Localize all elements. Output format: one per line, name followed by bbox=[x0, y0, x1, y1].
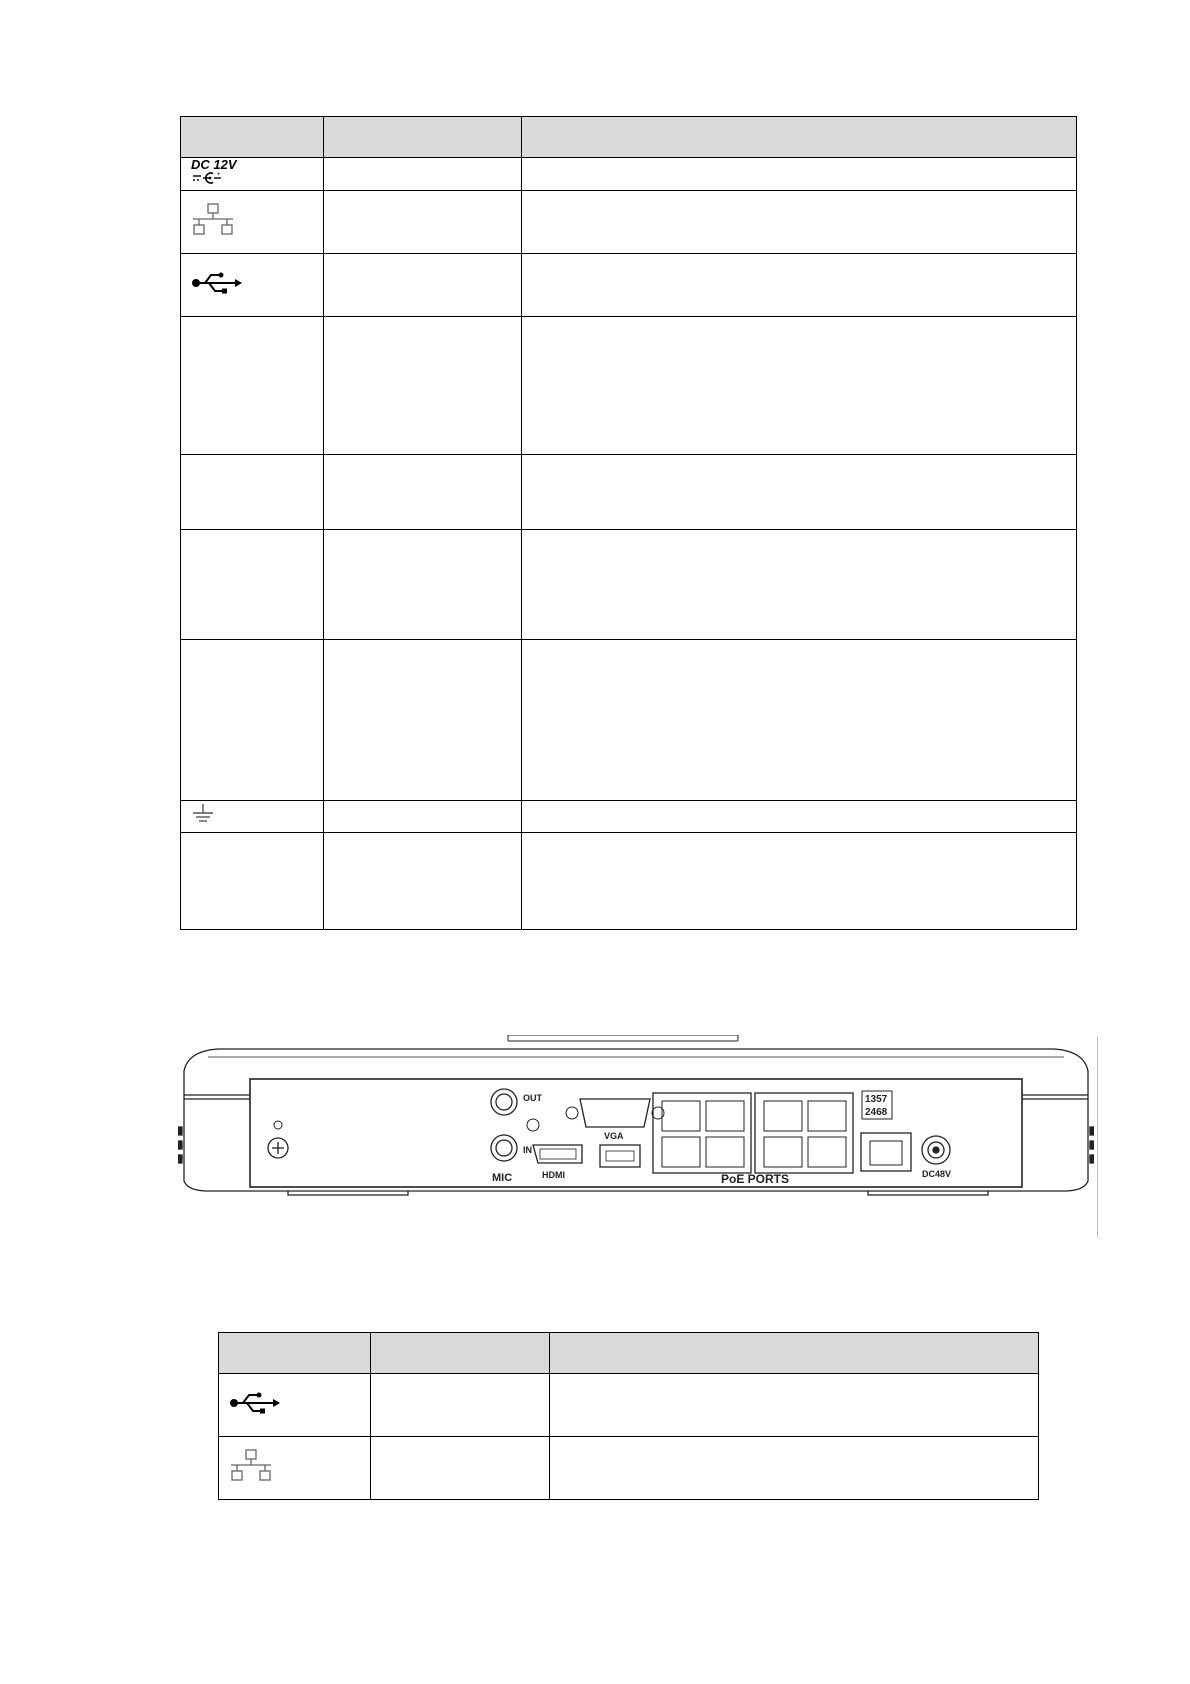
vga-label: VGA bbox=[604, 1131, 624, 1141]
port-name-cell bbox=[324, 530, 522, 640]
function-cell bbox=[522, 254, 1077, 317]
function-cell bbox=[522, 317, 1077, 455]
table-header-row bbox=[219, 1333, 1039, 1374]
icon-cell bbox=[219, 1374, 371, 1437]
icon-cell bbox=[181, 254, 324, 317]
mic-label: MIC bbox=[492, 1172, 513, 1184]
poe-ports-label: PoE PORTS bbox=[721, 1172, 790, 1186]
table-row bbox=[219, 1437, 1039, 1500]
port-name-cell bbox=[324, 158, 522, 191]
port-name-cell bbox=[324, 191, 522, 254]
function-cell bbox=[550, 1437, 1039, 1500]
function-cell bbox=[522, 455, 1077, 530]
table-header-row bbox=[181, 117, 1077, 158]
table-row bbox=[181, 158, 1077, 191]
icon-cell bbox=[219, 1437, 371, 1500]
header-icon bbox=[219, 1333, 371, 1374]
margin-line bbox=[1097, 1037, 1098, 1237]
icon-cell bbox=[181, 317, 324, 455]
icon-cell bbox=[181, 833, 324, 930]
port-name-cell bbox=[324, 317, 522, 455]
table-row bbox=[181, 833, 1077, 930]
icon-cell bbox=[181, 640, 324, 801]
icon-cell bbox=[181, 191, 324, 254]
in-label: IN bbox=[523, 1145, 532, 1155]
header-port bbox=[324, 117, 522, 158]
icon-cell bbox=[181, 530, 324, 640]
network-port-icon bbox=[229, 1449, 273, 1483]
header-function bbox=[522, 117, 1077, 158]
table-row bbox=[181, 640, 1077, 801]
port-name-cell bbox=[324, 801, 522, 833]
table-row bbox=[181, 254, 1077, 317]
ground-icon bbox=[191, 803, 215, 825]
function-cell bbox=[522, 833, 1077, 930]
function-cell bbox=[522, 801, 1077, 833]
usb-icon bbox=[229, 1391, 281, 1415]
function-cell bbox=[522, 158, 1077, 191]
network-port-icon bbox=[191, 203, 235, 237]
svg-text:+: + bbox=[217, 172, 221, 178]
hdmi-label: HDMI bbox=[542, 1170, 565, 1180]
icon-cell bbox=[181, 801, 324, 833]
port-name-cell bbox=[371, 1374, 550, 1437]
rear-panel-port-table-2 bbox=[218, 1332, 1039, 1500]
usb-icon bbox=[191, 271, 243, 295]
function-cell bbox=[522, 530, 1077, 640]
function-cell bbox=[522, 640, 1077, 801]
table-row bbox=[181, 801, 1077, 833]
out-label: OUT bbox=[523, 1093, 542, 1103]
table-row bbox=[181, 317, 1077, 455]
table-row bbox=[181, 455, 1077, 530]
even-ports-label: 2468 bbox=[865, 1107, 888, 1118]
nvr-rear-panel-illustration bbox=[178, 1035, 1094, 1213]
port-name-cell bbox=[324, 640, 522, 801]
odd-ports-label: 1357 bbox=[865, 1094, 888, 1105]
header-function bbox=[550, 1333, 1039, 1374]
table-row bbox=[219, 1374, 1039, 1437]
header-icon bbox=[181, 117, 324, 158]
table-row bbox=[181, 191, 1077, 254]
icon-cell bbox=[181, 158, 324, 191]
port-name-cell bbox=[371, 1437, 550, 1500]
dc48v-label: DC48V bbox=[922, 1169, 952, 1179]
port-name-cell bbox=[324, 455, 522, 530]
table-row bbox=[181, 530, 1077, 640]
dc-12v-power-icon bbox=[191, 171, 231, 185]
function-cell bbox=[550, 1374, 1039, 1437]
icon-cell bbox=[181, 455, 324, 530]
function-cell bbox=[522, 191, 1077, 254]
rear-panel-port-table-1 bbox=[180, 116, 1077, 930]
header-port bbox=[371, 1333, 550, 1374]
port-name-cell bbox=[324, 833, 522, 930]
dc-12v-label: DC 12V bbox=[191, 157, 237, 172]
port-name-cell bbox=[324, 254, 522, 317]
